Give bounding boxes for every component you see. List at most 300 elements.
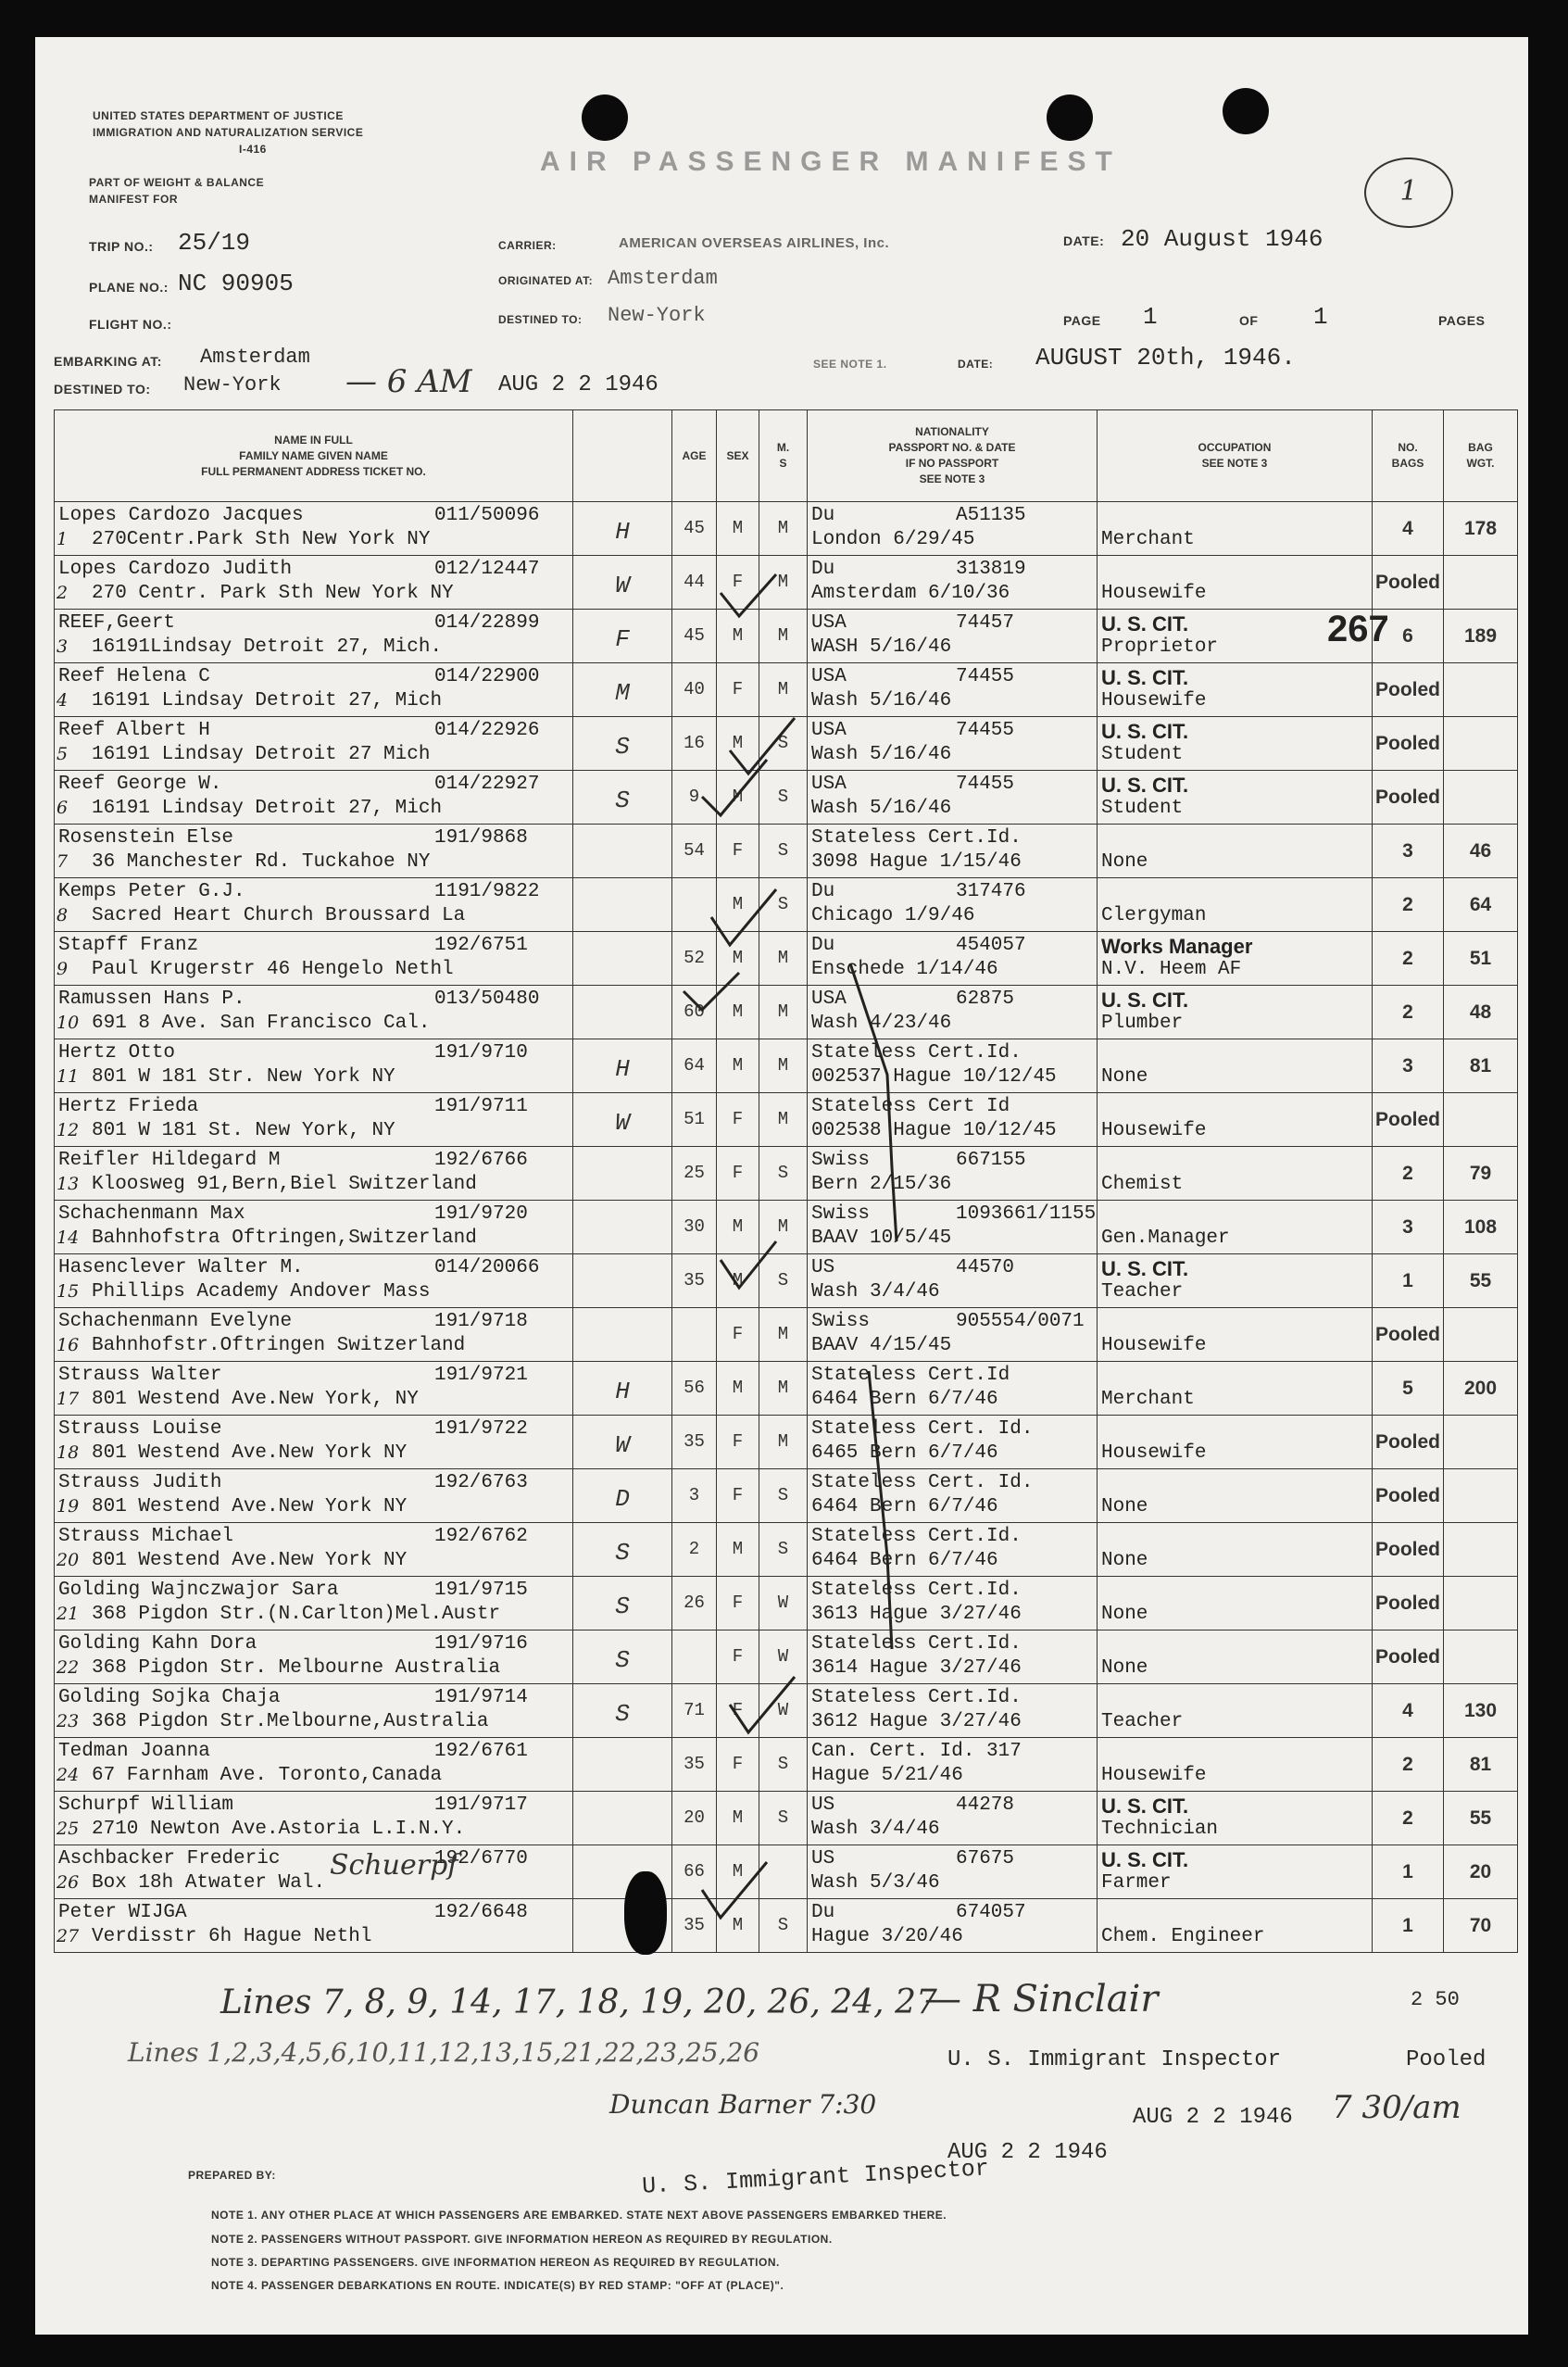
- passenger-address: 368 Pigdon Str.Melbourne,Australia: [92, 1711, 489, 1732]
- age-value: 64: [684, 1055, 705, 1076]
- cell-bags: [1373, 1469, 1444, 1523]
- handwritten-schuerpf: Schuerpf: [330, 1849, 458, 1882]
- passport-number: 667155: [956, 1150, 1026, 1171]
- nationality-value: Stateless Cert.Id.: [811, 1633, 1022, 1655]
- sex-value: F: [732, 1646, 744, 1667]
- row-number: 4: [56, 690, 69, 711]
- age-value: 66: [684, 1861, 705, 1882]
- nationality-value: US: [811, 1848, 835, 1870]
- nationality-value: Can. Cert. Id. 317: [811, 1741, 1022, 1762]
- occupation-value: Housewife: [1101, 1120, 1207, 1141]
- passenger-name: Rosenstein Else: [58, 827, 234, 849]
- weight-value: 46: [1469, 840, 1492, 862]
- passenger-address: 16191 Lindsay Detroit 27, Mich: [92, 690, 443, 711]
- cell-occupation: [1098, 1308, 1373, 1362]
- relation-mark: S: [615, 1646, 630, 1674]
- note-1: NOTE 1. ANY OTHER PLACE AT WHICH PASSENGERS ARE EMBARKED. STATE NEXT ABOVE PASSENGERS EMBARKED THERE.: [211, 2209, 947, 2222]
- bags-value: Pooled: [1374, 1646, 1440, 1668]
- cell-weight: [1444, 1469, 1518, 1523]
- cell-weight: [1444, 1577, 1518, 1630]
- weight-value: 55: [1469, 1270, 1492, 1291]
- relation-mark: S: [615, 1700, 630, 1728]
- passport-issued: Bern 2/15/36: [811, 1174, 952, 1195]
- occupation-value: Farmer: [1101, 1872, 1172, 1894]
- ticket-number: 192/6761: [434, 1741, 528, 1762]
- passenger-name: Lopes Cardozo Jacques: [58, 505, 304, 526]
- cell-weight: [1444, 610, 1518, 663]
- row-number: 2: [56, 583, 69, 603]
- ticket-number: 011/50096: [434, 505, 540, 526]
- originated-label: ORIGINATED AT:: [498, 274, 594, 287]
- age-value: 56: [684, 1378, 705, 1398]
- ink-blot: [624, 1871, 667, 1955]
- passport-issued: 6464 Bern 6/7/46: [811, 1550, 998, 1571]
- cell-bags: [1373, 986, 1444, 1039]
- totals-a: 2 50: [1411, 1988, 1460, 2011]
- passenger-name: Hertz Frieda: [58, 1096, 199, 1117]
- cell-bags: [1373, 1039, 1444, 1093]
- arrival-stamp: AUG 2 2 1946: [498, 372, 659, 397]
- marital-status-value: M: [777, 572, 789, 592]
- nationality-value: Stateless Cert. Id.: [811, 1472, 1034, 1493]
- passenger-address: 691 8 Ave. San Francisco Cal.: [92, 1013, 431, 1034]
- sex-value: M: [732, 787, 744, 807]
- cell-occupation: [1098, 717, 1373, 771]
- cell-bags: [1373, 717, 1444, 771]
- relation-mark: M: [615, 679, 630, 707]
- cell-weight: [1444, 1147, 1518, 1201]
- cell-occupation: [1098, 1630, 1373, 1684]
- passenger-name: Reifler Hildegard M: [58, 1150, 281, 1171]
- inspector-label-c: U. S. Immigrant Inspector: [641, 2155, 990, 2200]
- ticket-number: 014/22927: [434, 774, 540, 795]
- stamp-267: 267: [1327, 609, 1389, 649]
- ticket-number: 014/22926: [434, 720, 540, 741]
- marital-status-value: M: [777, 1216, 789, 1237]
- weight-value: 81: [1469, 1754, 1492, 1775]
- passport-issued: WASH 5/16/46: [811, 636, 952, 658]
- passport-number: 74457: [956, 612, 1015, 634]
- cell-weight: [1444, 502, 1518, 556]
- col-name-header: NAME IN FULL FAMILY NAME GIVEN NAME FULL PERMANENT ADDRESS TICKET NO.: [55, 410, 573, 502]
- relation-mark: S: [615, 1593, 630, 1620]
- passenger-name: Reef Albert H: [58, 720, 210, 741]
- nationality-value: Stateless Cert. Id.: [811, 1418, 1034, 1440]
- passport-issued: 3098 Hague 1/15/46: [811, 851, 1022, 873]
- cell-occupation: [1098, 986, 1373, 1039]
- check-marks: [424, 537, 906, 2020]
- cell-bags: [1373, 1577, 1444, 1630]
- nationality-value: USA: [811, 988, 847, 1010]
- page-value: 1: [1143, 303, 1158, 331]
- nationality-value: Swiss: [811, 1311, 871, 1332]
- cell-occupation: [1098, 932, 1373, 986]
- occupation-value: None: [1101, 851, 1148, 873]
- cell-occupation: [1098, 878, 1373, 932]
- passport-issued: Wash 5/16/46: [811, 798, 952, 819]
- cell-bags: [1373, 1899, 1444, 1953]
- sex-value: M: [732, 1539, 744, 1559]
- cell-bags: [1373, 932, 1444, 986]
- occupation-value: None: [1101, 1496, 1148, 1517]
- relation-mark: D: [615, 1485, 630, 1513]
- passport-number: 313819: [956, 559, 1026, 580]
- cell-occupation: [1098, 1469, 1373, 1523]
- passenger-address: 801 Westend Ave.New York, NY: [92, 1389, 419, 1410]
- document-title: AIR PASSENGER MANIFEST: [540, 146, 1122, 177]
- citizenship-stamp: U. S. CIT.: [1101, 1257, 1189, 1280]
- stamp-b: AUG 2 2 1946: [1133, 2105, 1293, 2130]
- cell-occupation: [1098, 825, 1373, 878]
- marital-status-value: S: [777, 840, 789, 861]
- passenger-address: 270Centr.Park Sth New York NY: [92, 529, 431, 550]
- passenger-name: Aschbacker Frederic: [58, 1848, 281, 1870]
- age-value: 26: [684, 1593, 705, 1613]
- cell-occupation: [1098, 1093, 1373, 1147]
- cell-occupation: [1098, 1845, 1373, 1899]
- bags-value: Pooled: [1374, 1324, 1440, 1345]
- ticket-number: 012/12447: [434, 559, 540, 580]
- of-label: OF: [1239, 313, 1259, 328]
- nationality-value: Stateless Cert.Id.: [811, 1687, 1022, 1708]
- bags-value: 5: [1402, 1378, 1413, 1399]
- passenger-name: Strauss Judith: [58, 1472, 222, 1493]
- passenger-name: Reef Helena C: [58, 666, 210, 687]
- ticket-number: 191/9710: [434, 1042, 528, 1064]
- cell-weight: [1444, 986, 1518, 1039]
- age-value: 45: [684, 518, 705, 538]
- col-age-header: AGE: [672, 410, 717, 502]
- weight-value: 189: [1463, 625, 1498, 647]
- bags-value: Pooled: [1374, 572, 1440, 593]
- citizenship-stamp: U. S. CIT.: [1101, 666, 1189, 689]
- row-number: 16: [56, 1335, 80, 1355]
- passenger-address: 801 W 181 Str. New York NY: [92, 1066, 395, 1088]
- ticket-number: 191/9718: [434, 1311, 528, 1332]
- marital-status-value: M: [777, 948, 789, 968]
- occupation-value: Student: [1101, 798, 1184, 819]
- bags-value: 1: [1402, 1270, 1413, 1291]
- destined2-value: New-York: [183, 373, 282, 397]
- sex-value: M: [732, 1270, 744, 1291]
- citizenship-stamp: U. S. CIT.: [1101, 612, 1189, 636]
- cell-occupation: [1098, 502, 1373, 556]
- cell-occupation: [1098, 1684, 1373, 1738]
- occupation-value: Housewife: [1101, 1765, 1207, 1786]
- passport-issued: 3612 Hague 3/27/46: [811, 1711, 1022, 1732]
- cell-weight: [1444, 556, 1518, 610]
- passenger-address: 16191 Lindsay Detroit 27 Mich: [92, 744, 431, 765]
- ticket-number: 192/6762: [434, 1526, 528, 1547]
- ticket-number: 191/9716: [434, 1633, 528, 1655]
- cell-occupation: [1098, 1039, 1373, 1093]
- citizenship-stamp: U. S. CIT.: [1101, 1794, 1189, 1818]
- passenger-address: Box 18h Atwater Wal.: [92, 1872, 326, 1894]
- cell-occupation: [1098, 1577, 1373, 1630]
- occupation-value: Technician: [1101, 1819, 1219, 1840]
- passport-issued: Amsterdam 6/10/36: [811, 583, 1010, 604]
- cell-bags: [1373, 878, 1444, 932]
- passenger-address: Sacred Heart Church Broussard La: [92, 905, 466, 926]
- part-of-label: PART OF WEIGHT & BALANCE: [89, 176, 265, 189]
- row-number: 15: [56, 1281, 80, 1302]
- bags-value: Pooled: [1374, 1593, 1440, 1614]
- passenger-address: 16191 Lindsay Detroit 27, Mich: [92, 798, 443, 819]
- row-number: 20: [56, 1550, 80, 1570]
- occupation-value: Chemist: [1101, 1174, 1184, 1195]
- age-value: 71: [684, 1700, 705, 1720]
- weight-value: 55: [1469, 1807, 1492, 1829]
- sex-value: F: [732, 840, 744, 861]
- ticket-number: 192/6763: [434, 1472, 528, 1493]
- cell-weight: [1444, 878, 1518, 932]
- cell-weight: [1444, 1792, 1518, 1845]
- passport-issued: Hague 5/21/46: [811, 1765, 963, 1786]
- occupation-value: Housewife: [1101, 690, 1207, 711]
- of-value: 1: [1313, 303, 1328, 331]
- age-value: 2: [688, 1539, 700, 1559]
- passport-number: A51135: [956, 505, 1026, 526]
- passport-issued: Wash 5/16/46: [811, 690, 952, 711]
- cell-occupation: [1098, 1792, 1373, 1845]
- passenger-name: Peter WIJGA: [58, 1902, 187, 1923]
- handwritten-lines-b: Lines 1,2,3,4,5,6,10,11,12,13,15,21,22,23,25,26: [128, 2037, 760, 2068]
- cell-weight: [1444, 717, 1518, 771]
- marital-status-value: M: [777, 518, 789, 538]
- trip-value: 25/19: [178, 229, 251, 257]
- passenger-name: Strauss Louise: [58, 1418, 222, 1440]
- nationality-value: Stateless Cert.Id.: [811, 1042, 1022, 1064]
- relation-mark: W: [615, 572, 630, 599]
- embarking-label: EMBARKING AT:: [54, 354, 162, 369]
- passenger-name: Reef George W.: [58, 774, 222, 795]
- cell-occupation: [1098, 663, 1373, 717]
- nationality-value: Stateless Cert.Id.: [811, 1526, 1022, 1547]
- sex-value: M: [732, 1055, 744, 1076]
- row-number: 10: [56, 1013, 80, 1033]
- bags-value: Pooled: [1374, 1539, 1440, 1560]
- cell-occupation: [1098, 1899, 1373, 1953]
- ticket-number: 1191/9822: [434, 881, 540, 902]
- ticket-number: 191/9721: [434, 1365, 528, 1386]
- marital-status-value: S: [777, 1539, 789, 1559]
- cell-bags: [1373, 1845, 1444, 1899]
- passport-issued: 6464 Bern 6/7/46: [811, 1496, 998, 1517]
- marital-status-value: W: [777, 1593, 789, 1613]
- bags-value: 3: [1402, 840, 1413, 862]
- row-number: 25: [56, 1819, 80, 1839]
- passenger-name: Strauss Michael: [58, 1526, 234, 1547]
- marital-status-value: W: [777, 1646, 789, 1667]
- passenger-name: Tedman Joanna: [58, 1741, 210, 1762]
- cell-bags: [1373, 1523, 1444, 1577]
- passenger-address: Bahnhofstra Oftringen,Switzerland: [92, 1228, 477, 1249]
- relation-mark: H: [615, 1055, 630, 1083]
- age-value: 40: [684, 679, 705, 699]
- passport-issued: 3613 Hague 3/27/46: [811, 1604, 1022, 1625]
- sex-value: F: [732, 1109, 744, 1129]
- ticket-number: 191/9717: [434, 1794, 528, 1816]
- sex-value: M: [732, 948, 744, 968]
- occupation-value: Student: [1101, 744, 1184, 765]
- nationality-value: US: [811, 1257, 835, 1278]
- passenger-address: Paul Krugerstr 46 Hengelo Nethl: [92, 959, 454, 980]
- passenger-name: Hasenclever Walter M.: [58, 1257, 304, 1278]
- cell-occupation: [1098, 1523, 1373, 1577]
- passenger-address: 16191Lindsay Detroit 27, Mich.: [92, 636, 443, 658]
- occupation-value: Gen.Manager: [1101, 1228, 1230, 1249]
- nationality-value: USA: [811, 720, 847, 741]
- passport-number: 454057: [956, 935, 1026, 956]
- occupation-value: Teacher: [1101, 1281, 1184, 1303]
- passport-number: 74455: [956, 720, 1015, 741]
- cell-weight: [1444, 825, 1518, 878]
- plane-label: PLANE NO.:: [89, 280, 169, 295]
- row-number: 11: [56, 1066, 80, 1087]
- occupation-value: Housewife: [1101, 583, 1207, 604]
- sex-value: F: [732, 1593, 744, 1613]
- occupation-value: Merchant: [1101, 529, 1195, 550]
- nationality-value: Du: [811, 881, 835, 902]
- age-value: 54: [684, 840, 705, 861]
- embarking-value: Amsterdam: [200, 346, 310, 369]
- nationality-value: Du: [811, 505, 835, 526]
- inspector-label-b: U. S. Immigrant Inspector: [947, 2047, 1282, 2072]
- date-value: 20 August 1946: [1121, 225, 1323, 253]
- col-sex-header: SEX: [717, 410, 759, 502]
- nationality-value: Stateless Cert Id: [811, 1096, 1010, 1117]
- marital-status-value: S: [777, 1485, 789, 1505]
- cell-bags: [1373, 1254, 1444, 1308]
- bags-value: 2: [1402, 1163, 1413, 1184]
- passport-issued: Enschede 1/14/46: [811, 959, 998, 980]
- passport-issued: Hague 3/20/46: [811, 1926, 963, 1947]
- nationality-value: USA: [811, 666, 847, 687]
- cell-weight: [1444, 1684, 1518, 1738]
- agency-line1: UNITED STATES DEPARTMENT OF JUSTICE: [93, 109, 344, 122]
- cell-bags: [1373, 771, 1444, 825]
- age-value: 35: [684, 1431, 705, 1452]
- cell-bags: [1373, 556, 1444, 610]
- row-number: 7: [56, 851, 69, 872]
- occupation-value: Proprietor: [1101, 636, 1219, 658]
- handwritten-lines-a: Lines 7, 8, 9, 14, 17, 18, 19, 20, 26, 24, 27: [220, 1983, 937, 2021]
- occupation-value: N.V. Heem AF: [1101, 959, 1242, 980]
- passenger-name: Schachenmann Max: [58, 1203, 245, 1225]
- row-number: 5: [56, 744, 69, 764]
- carrier-value: AMERICAN OVERSEAS AIRLINES, Inc.: [619, 235, 890, 251]
- punch-hole: [582, 94, 628, 141]
- col-occupation-header: OCCUPATION SEE NOTE 3: [1098, 410, 1373, 502]
- destined-label: DESTINED TO:: [498, 313, 583, 326]
- nationality-value: Du: [811, 935, 835, 956]
- manifest-page: [35, 37, 1528, 2335]
- cell-weight: [1444, 1039, 1518, 1093]
- row-number: 13: [56, 1174, 80, 1194]
- occupation-value: None: [1101, 1604, 1148, 1625]
- passenger-name: Schurpf William: [58, 1794, 234, 1816]
- cell-occupation: [1098, 1147, 1373, 1201]
- passenger-name: Golding Sojka Chaja: [58, 1687, 281, 1708]
- passenger-address: 801 Westend Ave.New York NY: [92, 1496, 408, 1517]
- relation-mark: W: [615, 1431, 630, 1459]
- relation-mark: S: [615, 733, 630, 761]
- marital-status-value: W: [777, 1700, 789, 1720]
- row-number: 26: [56, 1872, 80, 1893]
- age-value: 45: [684, 625, 705, 646]
- cell-bags: [1373, 1362, 1444, 1416]
- time-b: 7 30/am: [1332, 2089, 1461, 2126]
- cell-occupation: [1098, 1362, 1373, 1416]
- row-number: 6: [56, 798, 69, 818]
- citizenship-stamp: Works Manager: [1101, 935, 1253, 958]
- stamp-c: AUG 2 2 1946: [947, 2140, 1108, 2165]
- col-nationality-header: NATIONALITY PASSPORT NO. & DATE IF NO PASSPORT SEE NOTE 3: [808, 410, 1098, 502]
- cell-weight: [1444, 932, 1518, 986]
- weight-value: 79: [1469, 1163, 1492, 1184]
- cell-bags: [1373, 1201, 1444, 1254]
- nationality-value: Stateless Cert.Id: [811, 1365, 1010, 1386]
- marital-status-value: S: [777, 1915, 789, 1935]
- col-bags-header: NO. BAGS: [1373, 410, 1444, 502]
- passenger-name: Golding Wajnczwajor Sara: [58, 1580, 339, 1601]
- relation-mark: H: [615, 518, 630, 546]
- relation-mark: H: [615, 1378, 630, 1405]
- passenger-name: Schachenmann Evelyne: [58, 1311, 293, 1332]
- sex-value: F: [732, 1700, 744, 1720]
- sex-value: M: [732, 1001, 744, 1022]
- age-value: 35: [684, 1754, 705, 1774]
- weight-value: 130: [1463, 1700, 1498, 1721]
- age-value: 16: [684, 733, 705, 753]
- citizenship-stamp: U. S. CIT.: [1101, 988, 1189, 1012]
- ticket-number: 014/22900: [434, 666, 540, 687]
- note-4: NOTE 4. PASSENGER DEBARKATIONS EN ROUTE. INDICATE(S) BY RED STAMP: "OFF AT (PLACE)".: [211, 2279, 784, 2292]
- row-number: 12: [56, 1120, 80, 1140]
- passenger-address: 368 Pigdon Str.(N.Carlton)Mel.Austr: [92, 1604, 501, 1625]
- cell-weight: [1444, 663, 1518, 717]
- note-2: NOTE 2. PASSENGERS WITHOUT PASSPORT. GIVE INFORMATION HEREON AS REQUIRED BY REGULATION.: [211, 2233, 833, 2246]
- ticket-number: 191/9722: [434, 1418, 528, 1440]
- cell-weight: [1444, 1254, 1518, 1308]
- age-value: 51: [684, 1109, 705, 1129]
- bags-value: Pooled: [1374, 1431, 1440, 1453]
- passport-issued: Wash 3/4/46: [811, 1281, 940, 1303]
- passport-issued: London 6/29/45: [811, 529, 975, 550]
- row-number: 18: [56, 1442, 80, 1463]
- ticket-number: 191/9868: [434, 827, 528, 849]
- trip-label: TRIP NO.:: [89, 239, 154, 254]
- passenger-address: Phillips Academy Andover Mass: [92, 1281, 431, 1303]
- marital-status-value: S: [777, 1163, 789, 1183]
- weight-value: 108: [1463, 1216, 1498, 1238]
- bags-value: 4: [1402, 518, 1413, 539]
- bags-value: 2: [1402, 1807, 1413, 1829]
- weight-value: 178: [1463, 518, 1498, 539]
- sex-value: M: [732, 1378, 744, 1398]
- cell-weight: [1444, 1630, 1518, 1684]
- passport-issued: BAAV 10/5/45: [811, 1228, 952, 1249]
- age-value: 3: [688, 1485, 700, 1505]
- sex-value: F: [732, 1754, 744, 1774]
- marital-status-value: S: [777, 787, 789, 807]
- ticket-number: 192/6770: [434, 1848, 528, 1870]
- cell-bags: [1373, 663, 1444, 717]
- bags-value: 6: [1402, 625, 1413, 647]
- cell-bags: [1373, 1738, 1444, 1792]
- row-number: 19: [56, 1496, 80, 1517]
- relation-mark: S: [615, 787, 630, 814]
